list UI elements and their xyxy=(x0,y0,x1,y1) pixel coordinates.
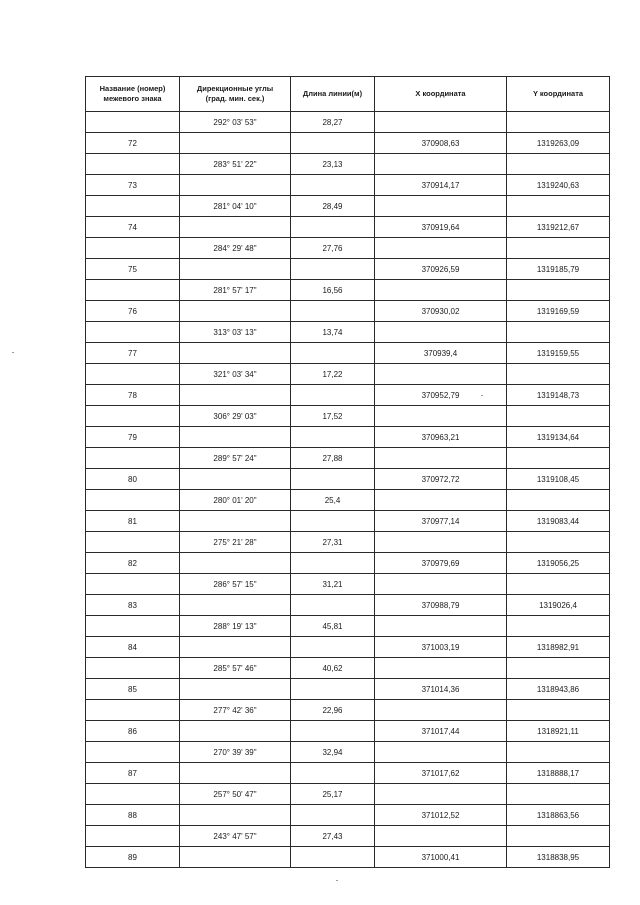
header-y-coordinate: Y координата xyxy=(507,77,610,112)
segment-row xyxy=(86,448,610,469)
point-name-cell xyxy=(86,490,180,511)
angle-cell xyxy=(180,679,291,700)
length-cell xyxy=(291,427,375,448)
point-name-cell xyxy=(86,658,180,679)
angle-cell: 285° 57' 46" xyxy=(180,658,291,679)
point-name-cell: 79 xyxy=(86,427,180,448)
y-coordinate-cell: 1319134,64 xyxy=(507,427,610,448)
x-coordinate-cell xyxy=(375,700,507,721)
length-cell xyxy=(291,385,375,406)
length-cell: 32,94 xyxy=(291,742,375,763)
angle-cell xyxy=(180,301,291,322)
point-name-cell: 74 xyxy=(86,217,180,238)
x-coordinate-cell xyxy=(375,196,507,217)
x-coordinate-cell: 370930,02 xyxy=(375,301,507,322)
angle-cell xyxy=(180,385,291,406)
x-coordinate-cell: 371014,36 xyxy=(375,679,507,700)
point-name-cell xyxy=(86,532,180,553)
point-row xyxy=(86,637,610,658)
y-coordinate-cell: 1318838,95 xyxy=(507,847,610,868)
y-coordinate-cell xyxy=(507,616,610,637)
y-coordinate-cell: 1318888,17 xyxy=(507,763,610,784)
point-row xyxy=(86,427,610,448)
segment-row xyxy=(86,238,610,259)
y-coordinate-cell: 1319083,44 xyxy=(507,511,610,532)
angle-cell: 280° 01' 20" xyxy=(180,490,291,511)
point-name-cell xyxy=(86,196,180,217)
point-name-cell: 88 xyxy=(86,805,180,826)
length-cell xyxy=(291,301,375,322)
angle-cell xyxy=(180,133,291,154)
header-direction-angles xyxy=(180,77,291,112)
length-cell: 17,22 xyxy=(291,364,375,385)
angle-cell: 306° 29' 03" xyxy=(180,406,291,427)
length-cell xyxy=(291,217,375,238)
point-name-cell: 76 xyxy=(86,301,180,322)
x-coordinate-cell xyxy=(375,658,507,679)
point-name-cell xyxy=(86,742,180,763)
y-coordinate-cell: 1318982,91 xyxy=(507,637,610,658)
length-cell xyxy=(291,133,375,154)
point-row xyxy=(86,343,610,364)
header-angles-line1: Дирекционные углы xyxy=(196,84,274,93)
point-name-cell xyxy=(86,616,180,637)
x-coordinate-cell xyxy=(375,826,507,847)
angle-cell xyxy=(180,469,291,490)
segment-row xyxy=(86,700,610,721)
point-name-cell: 83 xyxy=(86,595,180,616)
length-cell: 27,43 xyxy=(291,826,375,847)
point-name-cell xyxy=(86,280,180,301)
point-name-cell xyxy=(86,700,180,721)
length-cell: 28,27 xyxy=(291,112,375,133)
y-coordinate-cell xyxy=(507,364,610,385)
angle-cell xyxy=(180,763,291,784)
angle-cell: 257° 50' 47" xyxy=(180,784,291,805)
point-name-cell xyxy=(86,448,180,469)
angle-cell: 284° 29' 48" xyxy=(180,238,291,259)
angle-cell: 277° 42' 36" xyxy=(180,700,291,721)
x-coordinate-cell: 370977,14 xyxy=(375,511,507,532)
angle-cell: 275° 21' 28" xyxy=(180,532,291,553)
x-coordinate-cell: 370908,63 xyxy=(375,133,507,154)
y-coordinate-cell: 1319185,79 xyxy=(507,259,610,280)
segment-row xyxy=(86,406,610,427)
x-coordinate-cell xyxy=(375,532,507,553)
point-name-cell: 75 xyxy=(86,259,180,280)
length-cell: 31,21 xyxy=(291,574,375,595)
point-row xyxy=(86,595,610,616)
point-row xyxy=(86,679,610,700)
length-cell: 25,4 xyxy=(291,490,375,511)
point-name-cell: 82 xyxy=(86,553,180,574)
y-coordinate-cell xyxy=(507,280,610,301)
x-coordinate-cell xyxy=(375,154,507,175)
point-name-cell xyxy=(86,322,180,343)
y-coordinate-cell xyxy=(507,112,610,133)
point-name-cell: 84 xyxy=(86,637,180,658)
y-coordinate-cell xyxy=(507,532,610,553)
x-coordinate-cell xyxy=(375,490,507,511)
angle-cell xyxy=(180,847,291,868)
length-cell: 45,81 xyxy=(291,616,375,637)
length-cell: 17,52 xyxy=(291,406,375,427)
point-row xyxy=(86,133,610,154)
length-cell xyxy=(291,553,375,574)
x-coordinate-cell: 370919,64 xyxy=(375,217,507,238)
point-name-cell: 78 xyxy=(86,385,180,406)
x-coordinate-cell xyxy=(375,574,507,595)
angle-cell: 281° 57' 17" xyxy=(180,280,291,301)
segment-row xyxy=(86,196,610,217)
header-point-name-line2: межевого знака xyxy=(103,94,162,103)
length-cell: 23,13 xyxy=(291,154,375,175)
angle-cell xyxy=(180,217,291,238)
scan-speck xyxy=(12,352,14,353)
angle-cell xyxy=(180,805,291,826)
angle-cell: 288° 19' 13" xyxy=(180,616,291,637)
x-coordinate-cell: 370914,17 xyxy=(375,175,507,196)
x-coordinate-cell: 370979,69 xyxy=(375,553,507,574)
point-name-cell: 77 xyxy=(86,343,180,364)
length-cell xyxy=(291,469,375,490)
point-name-cell: 87 xyxy=(86,763,180,784)
header-line-length: Длина линии(м) xyxy=(291,77,375,112)
point-row xyxy=(86,805,610,826)
point-name-cell: 89 xyxy=(86,847,180,868)
y-coordinate-cell xyxy=(507,238,610,259)
segment-row xyxy=(86,658,610,679)
x-coordinate-cell xyxy=(375,742,507,763)
segment-row xyxy=(86,322,610,343)
angle-cell xyxy=(180,637,291,658)
point-name-cell xyxy=(86,406,180,427)
point-name-cell xyxy=(86,154,180,175)
segment-row xyxy=(86,490,610,511)
point-row xyxy=(86,175,610,196)
x-coordinate-cell: 371017,44 xyxy=(375,721,507,742)
angle-cell: 292° 03' 53" xyxy=(180,112,291,133)
length-cell xyxy=(291,343,375,364)
x-coordinate-cell: 371017,62 xyxy=(375,763,507,784)
point-name-cell xyxy=(86,574,180,595)
point-row xyxy=(86,385,610,406)
point-name-cell: 73 xyxy=(86,175,180,196)
point-name-cell: 81 xyxy=(86,511,180,532)
y-coordinate-cell xyxy=(507,784,610,805)
point-name-cell xyxy=(86,364,180,385)
x-coordinate-cell xyxy=(375,364,507,385)
table-body xyxy=(86,112,610,868)
y-coordinate-cell: 1318943,86 xyxy=(507,679,610,700)
x-coordinate-cell xyxy=(375,322,507,343)
segment-row xyxy=(86,154,610,175)
segment-row xyxy=(86,616,610,637)
y-coordinate-cell: 1318921,11 xyxy=(507,721,610,742)
point-row xyxy=(86,469,610,490)
y-coordinate-cell xyxy=(507,658,610,679)
length-cell: 27,88 xyxy=(291,448,375,469)
length-cell: 27,31 xyxy=(291,532,375,553)
length-cell xyxy=(291,763,375,784)
length-cell: 13,74 xyxy=(291,322,375,343)
length-cell xyxy=(291,511,375,532)
y-coordinate-cell xyxy=(507,826,610,847)
length-cell: 40,62 xyxy=(291,658,375,679)
angle-cell: 283° 51' 22" xyxy=(180,154,291,175)
y-coordinate-cell: 1319212,67 xyxy=(507,217,610,238)
y-coordinate-cell xyxy=(507,154,610,175)
x-coordinate-cell xyxy=(375,448,507,469)
x-coordinate-cell xyxy=(375,616,507,637)
header-x-coordinate: X координата xyxy=(375,77,507,112)
length-cell xyxy=(291,595,375,616)
point-row xyxy=(86,553,610,574)
segment-row xyxy=(86,574,610,595)
angle-cell: 243° 47' 57" xyxy=(180,826,291,847)
x-coordinate-cell: 370972,72 xyxy=(375,469,507,490)
angle-cell: 289° 57' 24" xyxy=(180,448,291,469)
y-coordinate-cell xyxy=(507,448,610,469)
point-row xyxy=(86,763,610,784)
angle-cell xyxy=(180,175,291,196)
x-coordinate-cell: 371012,52 xyxy=(375,805,507,826)
y-coordinate-cell: 1319026,4 xyxy=(507,595,610,616)
length-cell: 28,49 xyxy=(291,196,375,217)
segment-row xyxy=(86,112,610,133)
x-coordinate-cell: 371000,41 xyxy=(375,847,507,868)
x-coordinate-cell xyxy=(375,112,507,133)
length-cell xyxy=(291,259,375,280)
x-coordinate-cell: 371003,19 xyxy=(375,637,507,658)
point-name-cell xyxy=(86,826,180,847)
y-coordinate-cell: 1319148,73 xyxy=(507,385,610,406)
length-cell: 22,96 xyxy=(291,700,375,721)
point-name-cell: 85 xyxy=(86,679,180,700)
point-name-cell xyxy=(86,238,180,259)
y-coordinate-cell xyxy=(507,742,610,763)
point-name-cell xyxy=(86,112,180,133)
length-cell xyxy=(291,805,375,826)
header-point-name-line1: Название (номер) xyxy=(99,84,166,93)
table-header-row xyxy=(86,77,610,112)
segment-row xyxy=(86,532,610,553)
length-cell xyxy=(291,175,375,196)
y-coordinate-cell: 1319240,63 xyxy=(507,175,610,196)
point-name-cell: 86 xyxy=(86,721,180,742)
header-point-name xyxy=(86,77,180,112)
segment-row xyxy=(86,826,610,847)
segment-row xyxy=(86,364,610,385)
angle-cell: 313° 03' 13" xyxy=(180,322,291,343)
angle-cell: 270° 39' 39" xyxy=(180,742,291,763)
y-coordinate-cell xyxy=(507,574,610,595)
y-coordinate-cell: 1319108,45 xyxy=(507,469,610,490)
length-cell: 16,56 xyxy=(291,280,375,301)
x-coordinate-cell xyxy=(375,280,507,301)
point-row xyxy=(86,847,610,868)
y-coordinate-cell: 1319169,59 xyxy=(507,301,610,322)
angle-cell: 321° 03' 34" xyxy=(180,364,291,385)
point-name-cell: 72 xyxy=(86,133,180,154)
angle-cell xyxy=(180,343,291,364)
header-angles-line2: (град. мин. сек.) xyxy=(205,94,265,103)
y-coordinate-cell xyxy=(507,490,610,511)
length-cell: 25,17 xyxy=(291,784,375,805)
length-cell xyxy=(291,637,375,658)
x-coordinate-cell: 370988,79 xyxy=(375,595,507,616)
x-coordinate-cell: 370963,21 xyxy=(375,427,507,448)
angle-cell xyxy=(180,511,291,532)
boundary-points-table xyxy=(85,76,610,868)
y-coordinate-cell xyxy=(507,700,610,721)
y-coordinate-cell: 1318863,56 xyxy=(507,805,610,826)
angle-cell xyxy=(180,427,291,448)
length-cell xyxy=(291,847,375,868)
scan-speck xyxy=(336,880,338,881)
y-coordinate-cell xyxy=(507,322,610,343)
x-coordinate-cell xyxy=(375,238,507,259)
x-coordinate-cell: 370926,59 xyxy=(375,259,507,280)
segment-row xyxy=(86,784,610,805)
length-cell: 27,76 xyxy=(291,238,375,259)
point-name-cell xyxy=(86,784,180,805)
angle-cell xyxy=(180,553,291,574)
length-cell xyxy=(291,679,375,700)
y-coordinate-cell: 1319056,25 xyxy=(507,553,610,574)
y-coordinate-cell: 1319263,09 xyxy=(507,133,610,154)
point-row xyxy=(86,301,610,322)
angle-cell: 281° 04' 10" xyxy=(180,196,291,217)
x-coordinate-cell: 370939,4 xyxy=(375,343,507,364)
angle-cell xyxy=(180,595,291,616)
y-coordinate-cell xyxy=(507,196,610,217)
segment-row xyxy=(86,280,610,301)
y-coordinate-cell xyxy=(507,406,610,427)
point-name-cell: 80 xyxy=(86,469,180,490)
angle-cell xyxy=(180,721,291,742)
scan-speck xyxy=(481,395,483,396)
x-coordinate-cell xyxy=(375,784,507,805)
x-coordinate-cell: 370952,79 xyxy=(375,385,507,406)
segment-row xyxy=(86,742,610,763)
point-row xyxy=(86,511,610,532)
x-coordinate-cell xyxy=(375,406,507,427)
point-row xyxy=(86,259,610,280)
angle-cell xyxy=(180,259,291,280)
point-row xyxy=(86,721,610,742)
point-row xyxy=(86,217,610,238)
y-coordinate-cell: 1319159,55 xyxy=(507,343,610,364)
length-cell xyxy=(291,721,375,742)
angle-cell: 286° 57' 15" xyxy=(180,574,291,595)
